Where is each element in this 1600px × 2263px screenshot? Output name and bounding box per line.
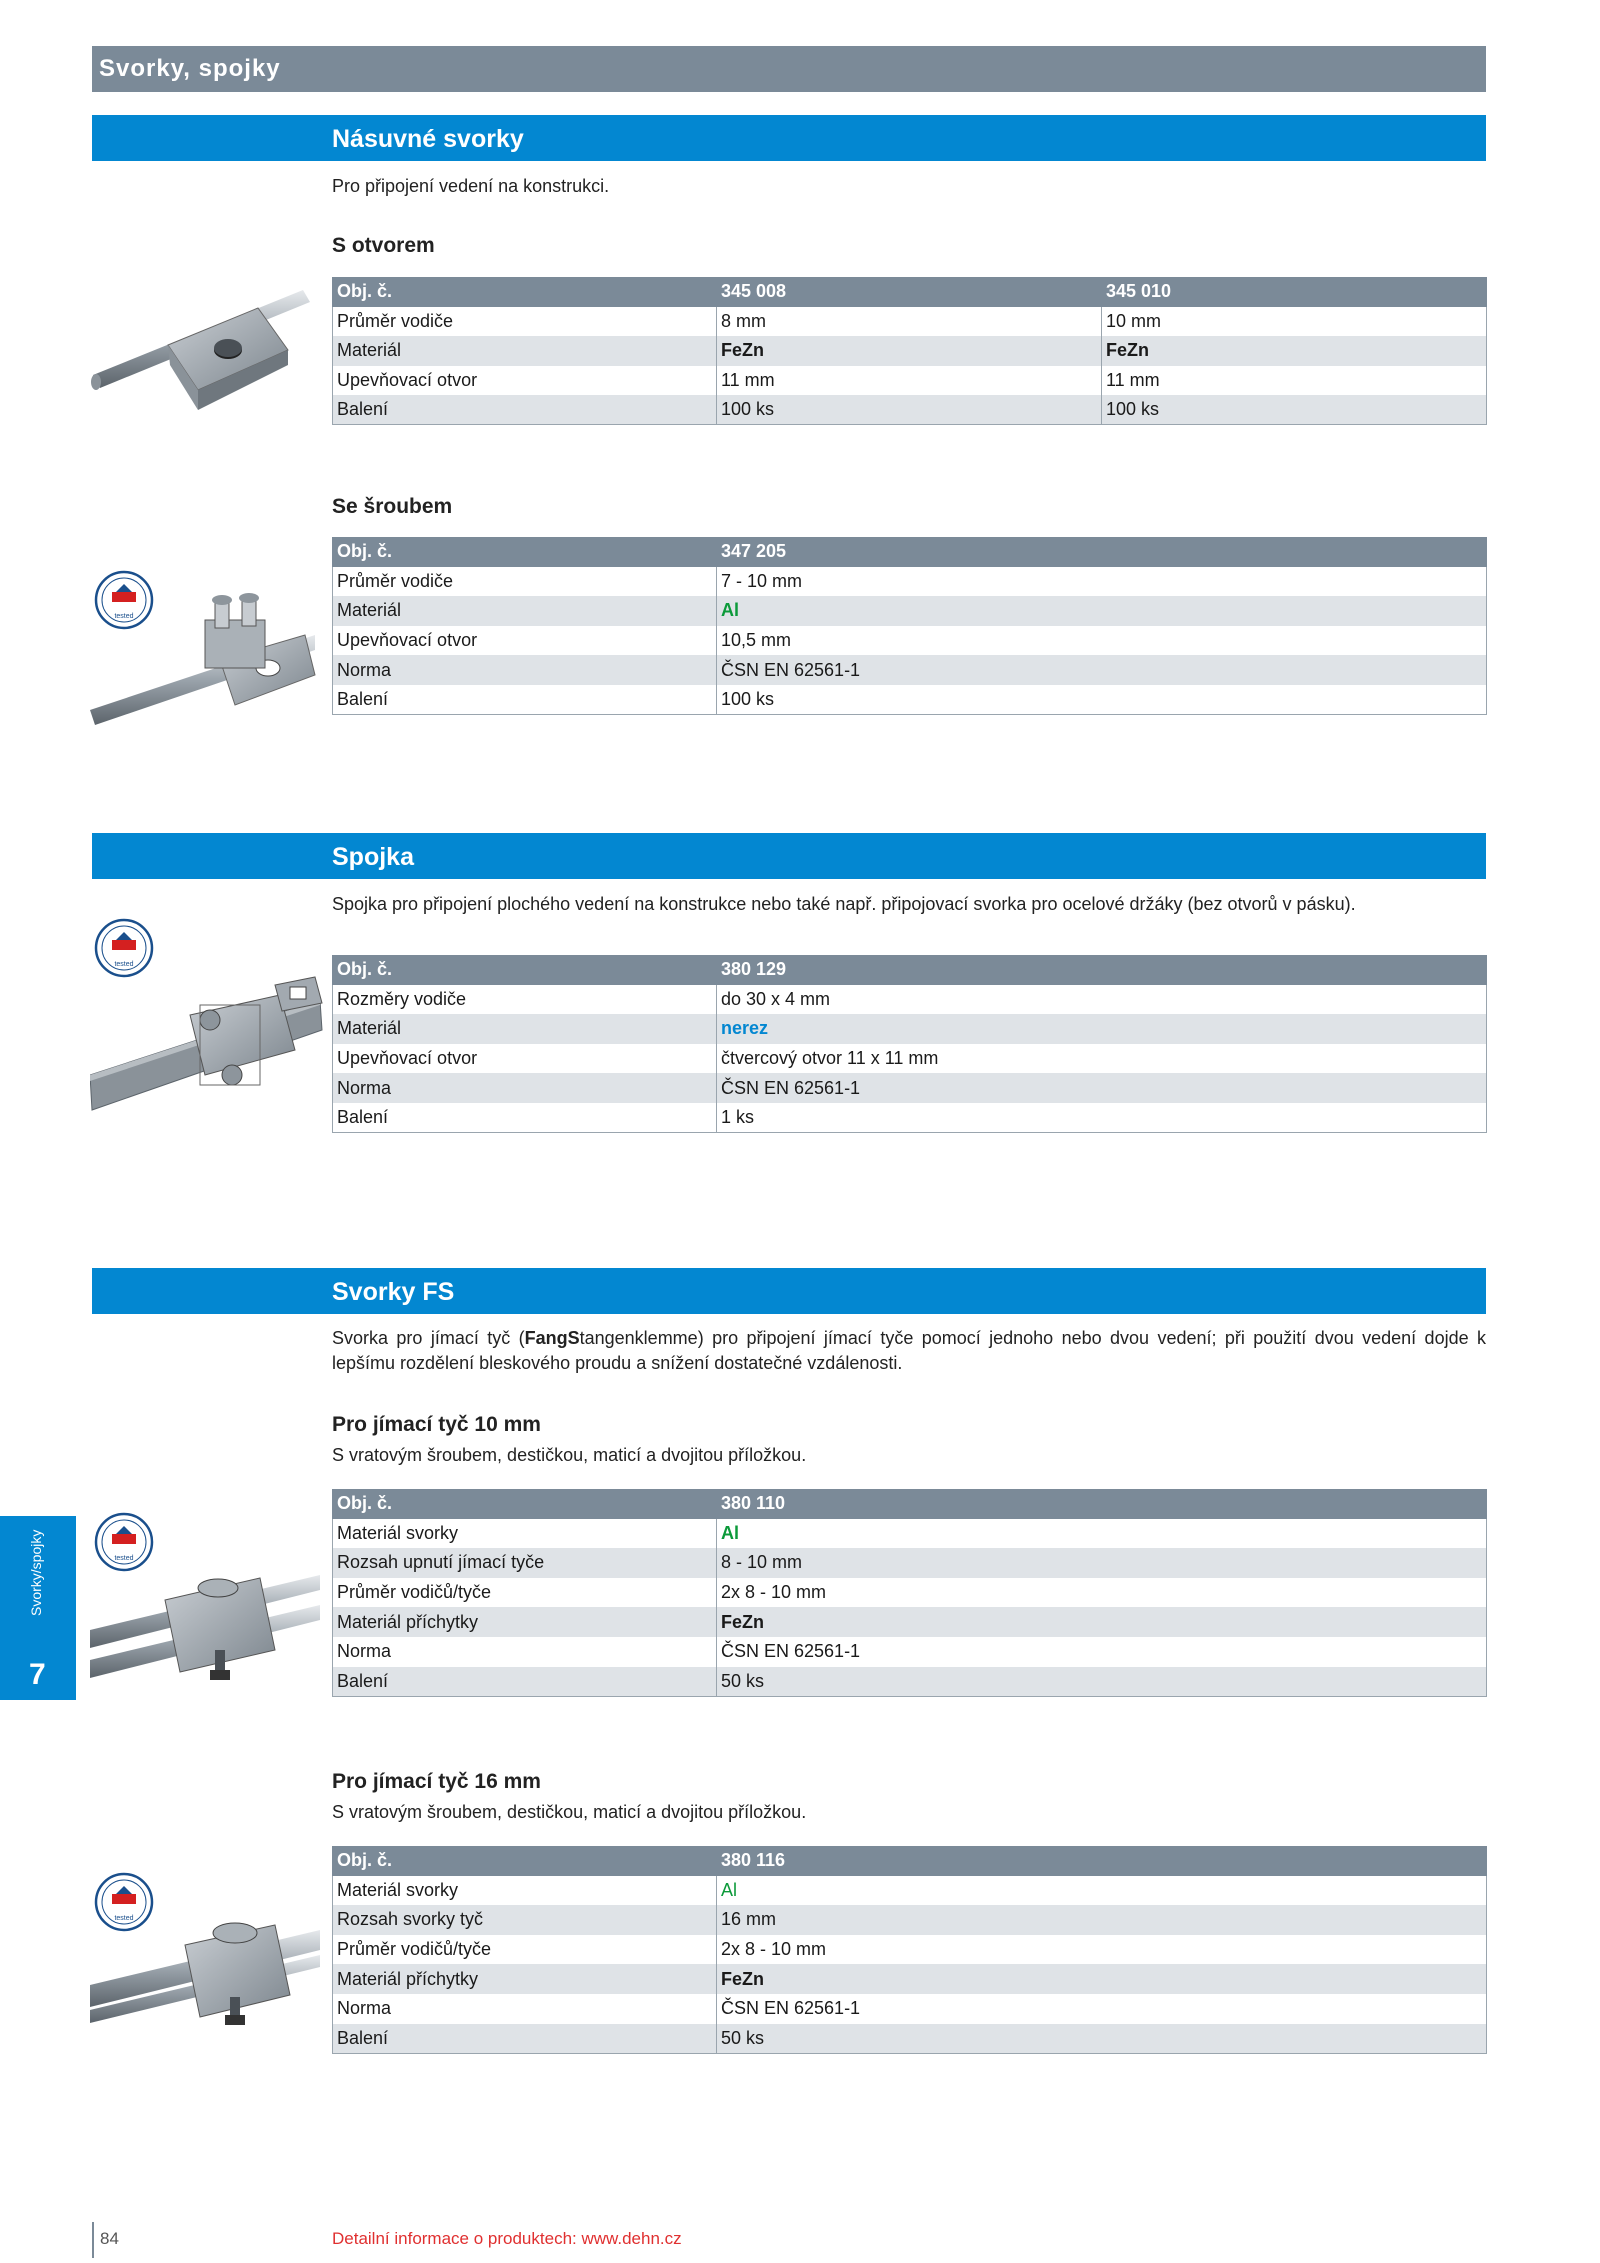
table-cell: Balení [333,1667,717,1697]
table-cell: Balení [333,395,717,425]
table-row [333,366,1487,396]
table-cell: Obj. č. [333,277,717,307]
table-cell: Norma [333,655,717,685]
table-row [333,1876,1487,1906]
section-desc-svorky-fs [332,1326,1486,1376]
table-cell: Materiál [333,596,717,626]
section-desc-nasuvne: Pro připojení vedení na konstrukci. [332,176,610,196]
section-title-spojka: Spojka [92,833,1486,879]
table-cell: 10,5 mm [717,626,1487,656]
table-cell: ČSN EN 62561-1 [717,1073,1487,1103]
product-image-clip-with-hole [88,270,318,435]
table-cell: Balení [333,2024,717,2054]
table-cell: 100 ks [717,395,1102,425]
chapter-side-tab [0,1516,76,1700]
spec-table-spojka [332,955,1487,1133]
table-cell: Al [717,1876,1487,1906]
table-cell: Průměr vodiče [333,567,717,597]
product-image-fs-clamp-10mm [90,1560,325,1695]
table-row [333,1073,1487,1103]
table-cell: Rozsah upnutí jímací tyče [333,1548,717,1578]
table-row [333,1935,1487,1965]
table-cell: 345 010 [1102,277,1487,307]
table-cell: Norma [333,1994,717,2024]
table-cell: ČSN EN 62561-1 [717,655,1487,685]
table-cell: 7 - 10 mm [717,567,1487,597]
table-row [333,1964,1487,1994]
table-cell: 380 116 [717,1846,1487,1876]
table-cell: Obj. č. [333,1846,717,1876]
table-cell: Obj. č. [333,955,717,985]
subdesc-fs-16mm: S vratovým šroubem, destičkou, maticí a dvojitou příložkou. [332,1802,807,1822]
table-cell: Rozsah svorky tyč [333,1905,717,1935]
section-title-svorky-fs: Svorky FS [92,1268,1486,1314]
badge-text: tested [114,613,134,620]
table-row [333,395,1487,425]
table-cell: 8 mm [717,307,1102,337]
table-cell: 11 mm [1102,366,1487,396]
table-cell: Obj. č. [333,1489,717,1519]
table-row [333,955,1487,985]
section-desc-spojka: Spojka pro připojení plochého vedení na konstrukce nebo také např. připojovací svorka pro ocelové držáky (bez otvorů v pásku). [332,894,1356,914]
table-cell: Materiál svorky [333,1876,717,1906]
table-row [333,985,1487,1015]
spec-table-s-otvorem [332,277,1487,425]
table-cell: Upevňovací otvor [333,1044,717,1074]
table-cell: Rozměry vodiče [333,985,717,1015]
table-row [333,336,1487,366]
spec-table-fs-16mm [332,1846,1487,2054]
table-row [333,537,1487,567]
subtitle-fs-16mm: Pro jímací tyč 16 mm [332,1770,541,1793]
table-cell: 345 008 [717,277,1102,307]
subtitle-s-otvorem: S otvorem [332,234,435,257]
product-image-clip-with-screw [90,580,320,730]
table-cell: Materiál svorky [333,1519,717,1549]
table-row [333,1905,1487,1935]
table-cell: Al [717,596,1487,626]
table-cell: 1 ks [717,1103,1487,1133]
product-image-fs-clamp-16mm [90,1905,325,2045]
badge-text: tested [114,1555,134,1562]
table-cell: 380 110 [717,1489,1487,1519]
table-cell: 100 ks [1102,395,1487,425]
table-cell: 50 ks [717,1667,1487,1697]
table-cell: 11 mm [717,366,1102,396]
table-cell: 8 - 10 mm [717,1548,1487,1578]
table-row [333,1667,1487,1697]
footer-link[interactable]: Detailní informace o produktech: www.dehn.cz [332,2229,682,2248]
table-cell: FeZn [717,1607,1487,1637]
table-row [333,2024,1487,2054]
table-cell: ČSN EN 62561-1 [717,1994,1487,2024]
table-row [333,1637,1487,1667]
table-cell: Materiál příchytky [333,1607,717,1637]
table-cell: Norma [333,1637,717,1667]
subdesc-fs-10mm: S vratovým šroubem, destičkou, maticí a dvojitou příložkou. [332,1445,807,1465]
table-row [333,685,1487,715]
desc-bold-fang: Fang [524,1328,568,1348]
table-row [333,1489,1487,1519]
table-cell: Materiál [333,1014,717,1044]
table-cell: Balení [333,1103,717,1133]
table-row [333,307,1487,337]
table-cell: 10 mm [1102,307,1487,337]
subtitle-se-sroubem: Se šroubem [332,495,453,518]
table-row [333,1044,1487,1074]
table-cell: nerez [717,1014,1487,1044]
footer-divider [92,2222,94,2258]
page-header: Svorky, spojky [92,46,1486,92]
desc-text: Svorka pro jímací tyč ( [332,1328,525,1348]
table-cell: FeZn [1102,336,1487,366]
table-row [333,655,1487,685]
table-cell: 16 mm [717,1905,1487,1935]
table-cell: 2x 8 - 10 mm [717,1935,1487,1965]
spec-table-se-sroubem [332,537,1487,715]
desc-bold-s: S [567,1328,580,1348]
section-title-nasuvne: Násuvné svorky [92,115,1486,161]
table-row [333,1994,1487,2024]
table-cell: Materiál příchytky [333,1964,717,1994]
table-row [333,1548,1487,1578]
product-image-connector [90,965,325,1135]
table-row [333,596,1487,626]
table-cell: 100 ks [717,685,1487,715]
table-row [333,1607,1487,1637]
table-cell: Upevňovací otvor [333,366,717,396]
table-cell: Norma [333,1073,717,1103]
table-cell: čtvercový otvor 11 x 11 mm [717,1044,1487,1074]
table-row [333,1578,1487,1608]
table-row [333,567,1487,597]
table-row [333,277,1487,307]
desc-text: tangenklemme) pro připojení jímací tyče pomocí jednoho nebo dvou vedení; při použití dvou vedení dojde k lepšímu rozdělení bleskového proudu a snížení dostatečné vzdálenosti. [332,1328,1486,1373]
side-tab-number: 7 [29,1658,46,1691]
subtitle-fs-10mm: Pro jímací tyč 10 mm [332,1413,541,1436]
table-cell: Průměr vodiče [333,307,717,337]
table-row [333,1846,1487,1876]
table-cell: Obj. č. [333,537,717,567]
side-tab-label: Svorky/spojky [28,1529,44,1616]
table-cell: FeZn [717,1964,1487,1994]
table-cell: 347 205 [717,537,1487,567]
table-cell: Průměr vodičů/tyče [333,1935,717,1965]
table-row [333,626,1487,656]
spec-table-fs-10mm [332,1489,1487,1697]
table-cell: Al [717,1519,1487,1549]
table-cell: FeZn [717,336,1102,366]
table-cell: Upevňovací otvor [333,626,717,656]
badge-text: tested [114,961,134,968]
table-cell: Balení [333,685,717,715]
table-row [333,1519,1487,1549]
table-row [333,1014,1487,1044]
table-cell: ČSN EN 62561-1 [717,1637,1487,1667]
page-number: 84 [100,2229,119,2248]
table-cell: do 30 x 4 mm [717,985,1487,1015]
table-cell: Materiál [333,336,717,366]
table-cell: 2x 8 - 10 mm [717,1578,1487,1608]
table-cell: Průměr vodičů/tyče [333,1578,717,1608]
table-row [333,1103,1487,1133]
table-cell: 380 129 [717,955,1487,985]
table-cell: 50 ks [717,2024,1487,2054]
badge-text: tested [114,1915,134,1922]
